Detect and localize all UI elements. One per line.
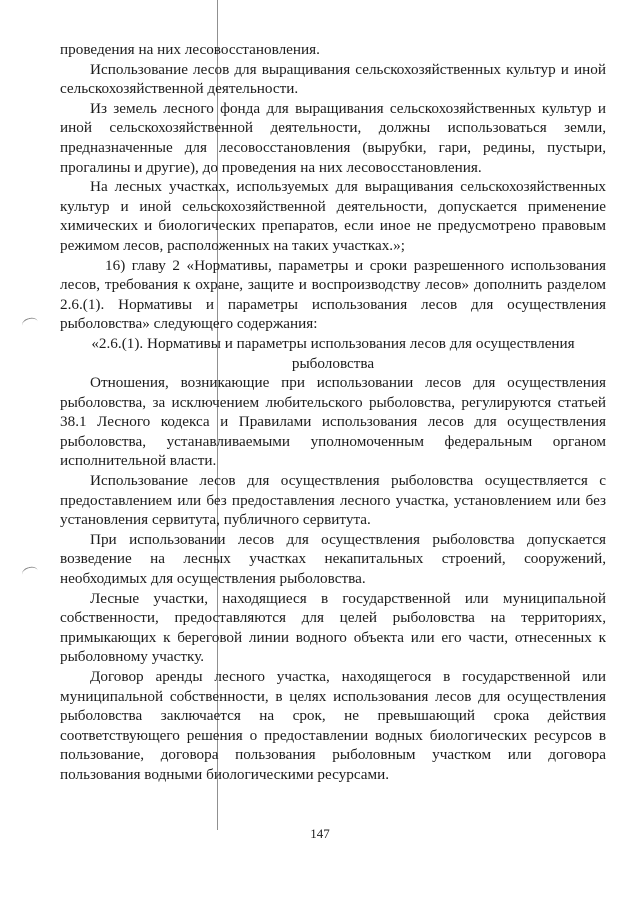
paragraph: Лесные участки, находящиеся в государственной или муниципальной собственности, предоставляются для целей рыболовства на территориях, примыкающих к береговой линии водного объекта или его части, отнесенных к рыболовному участку. [60, 589, 606, 666]
binding-hole-mark [21, 316, 39, 331]
paragraph: Договор аренды лесного участка, находящегося в государственной или муниципальной собственности, в целях использования лесов для осуществления рыболовства заключается на срок, не превышающий срока действия соответствующего решения о предоставлении водных биологических ресурсов в пользование, договора пользования рыболовным участком или договора пользования водными биологическими ресурсами. [60, 668, 606, 783]
binding-hole-mark [21, 565, 39, 580]
paragraph: Отношения, возникающие при использовании лесов для осуществления рыболовства, за исключением любительского рыболовства, регулируются статьей 38.1 Лесного кодекса и Правилами использования лесов для осуществления рыболовства, устанавливаемыми уполномоченным федеральным органом исполнительной власти. [60, 374, 606, 470]
section-heading: «2.6.(1). Нормативы и параметры использования лесов для осуществления рыболовства [91, 334, 575, 372]
paragraph: На лесных участках, используемых для выращивания сельскохозяйственных культур и иной сельскохозяйственной деятельности, допускается применение химических и биологических препаратов, если иное не предусмотрено правовым режимом лесов, расположенных на таких участках.»; [60, 178, 606, 254]
paragraph: При использовании лесов для осуществления рыболовства допускается возведение на лесных участках некапитальных строений, сооружений, необходимых для осуществления рыболовства. [60, 530, 606, 588]
paragraph: Из земель лесного фонда для выращивания сельскохозяйственных культур и иной сельскохозяйственной деятельности, должны использоваться земли, предназначенные для лесовосстановления (вырубки, гари, редины, пустыри, прогалины и другие), до проведения на них лесовосстановления. [60, 99, 606, 176]
paragraph: проведения на них лесовосстановления. [60, 41, 320, 58]
paragraph: Использование лесов для выращивания сельскохозяйственных культур и иной сельскохозяйственной деятельности. [60, 60, 606, 98]
paragraph: Использование лесов для осуществления рыболовства осуществляется с предоставлением или без предоставления лесного участка, установлением или без установления сервитута, публичного сервитута. [60, 472, 606, 529]
paragraph: 16) главу 2 «Нормативы, параметры и сроки разрешенного использования лесов, требования к охране, защите и воспроизводству лесов» дополнить разделом 2.6.(1). Нормативы и параметры использования лесов для осуществления рыболовства» следующего содержания: [60, 256, 606, 333]
page-number: 147 [310, 826, 330, 841]
document-body [60, 40, 606, 785]
